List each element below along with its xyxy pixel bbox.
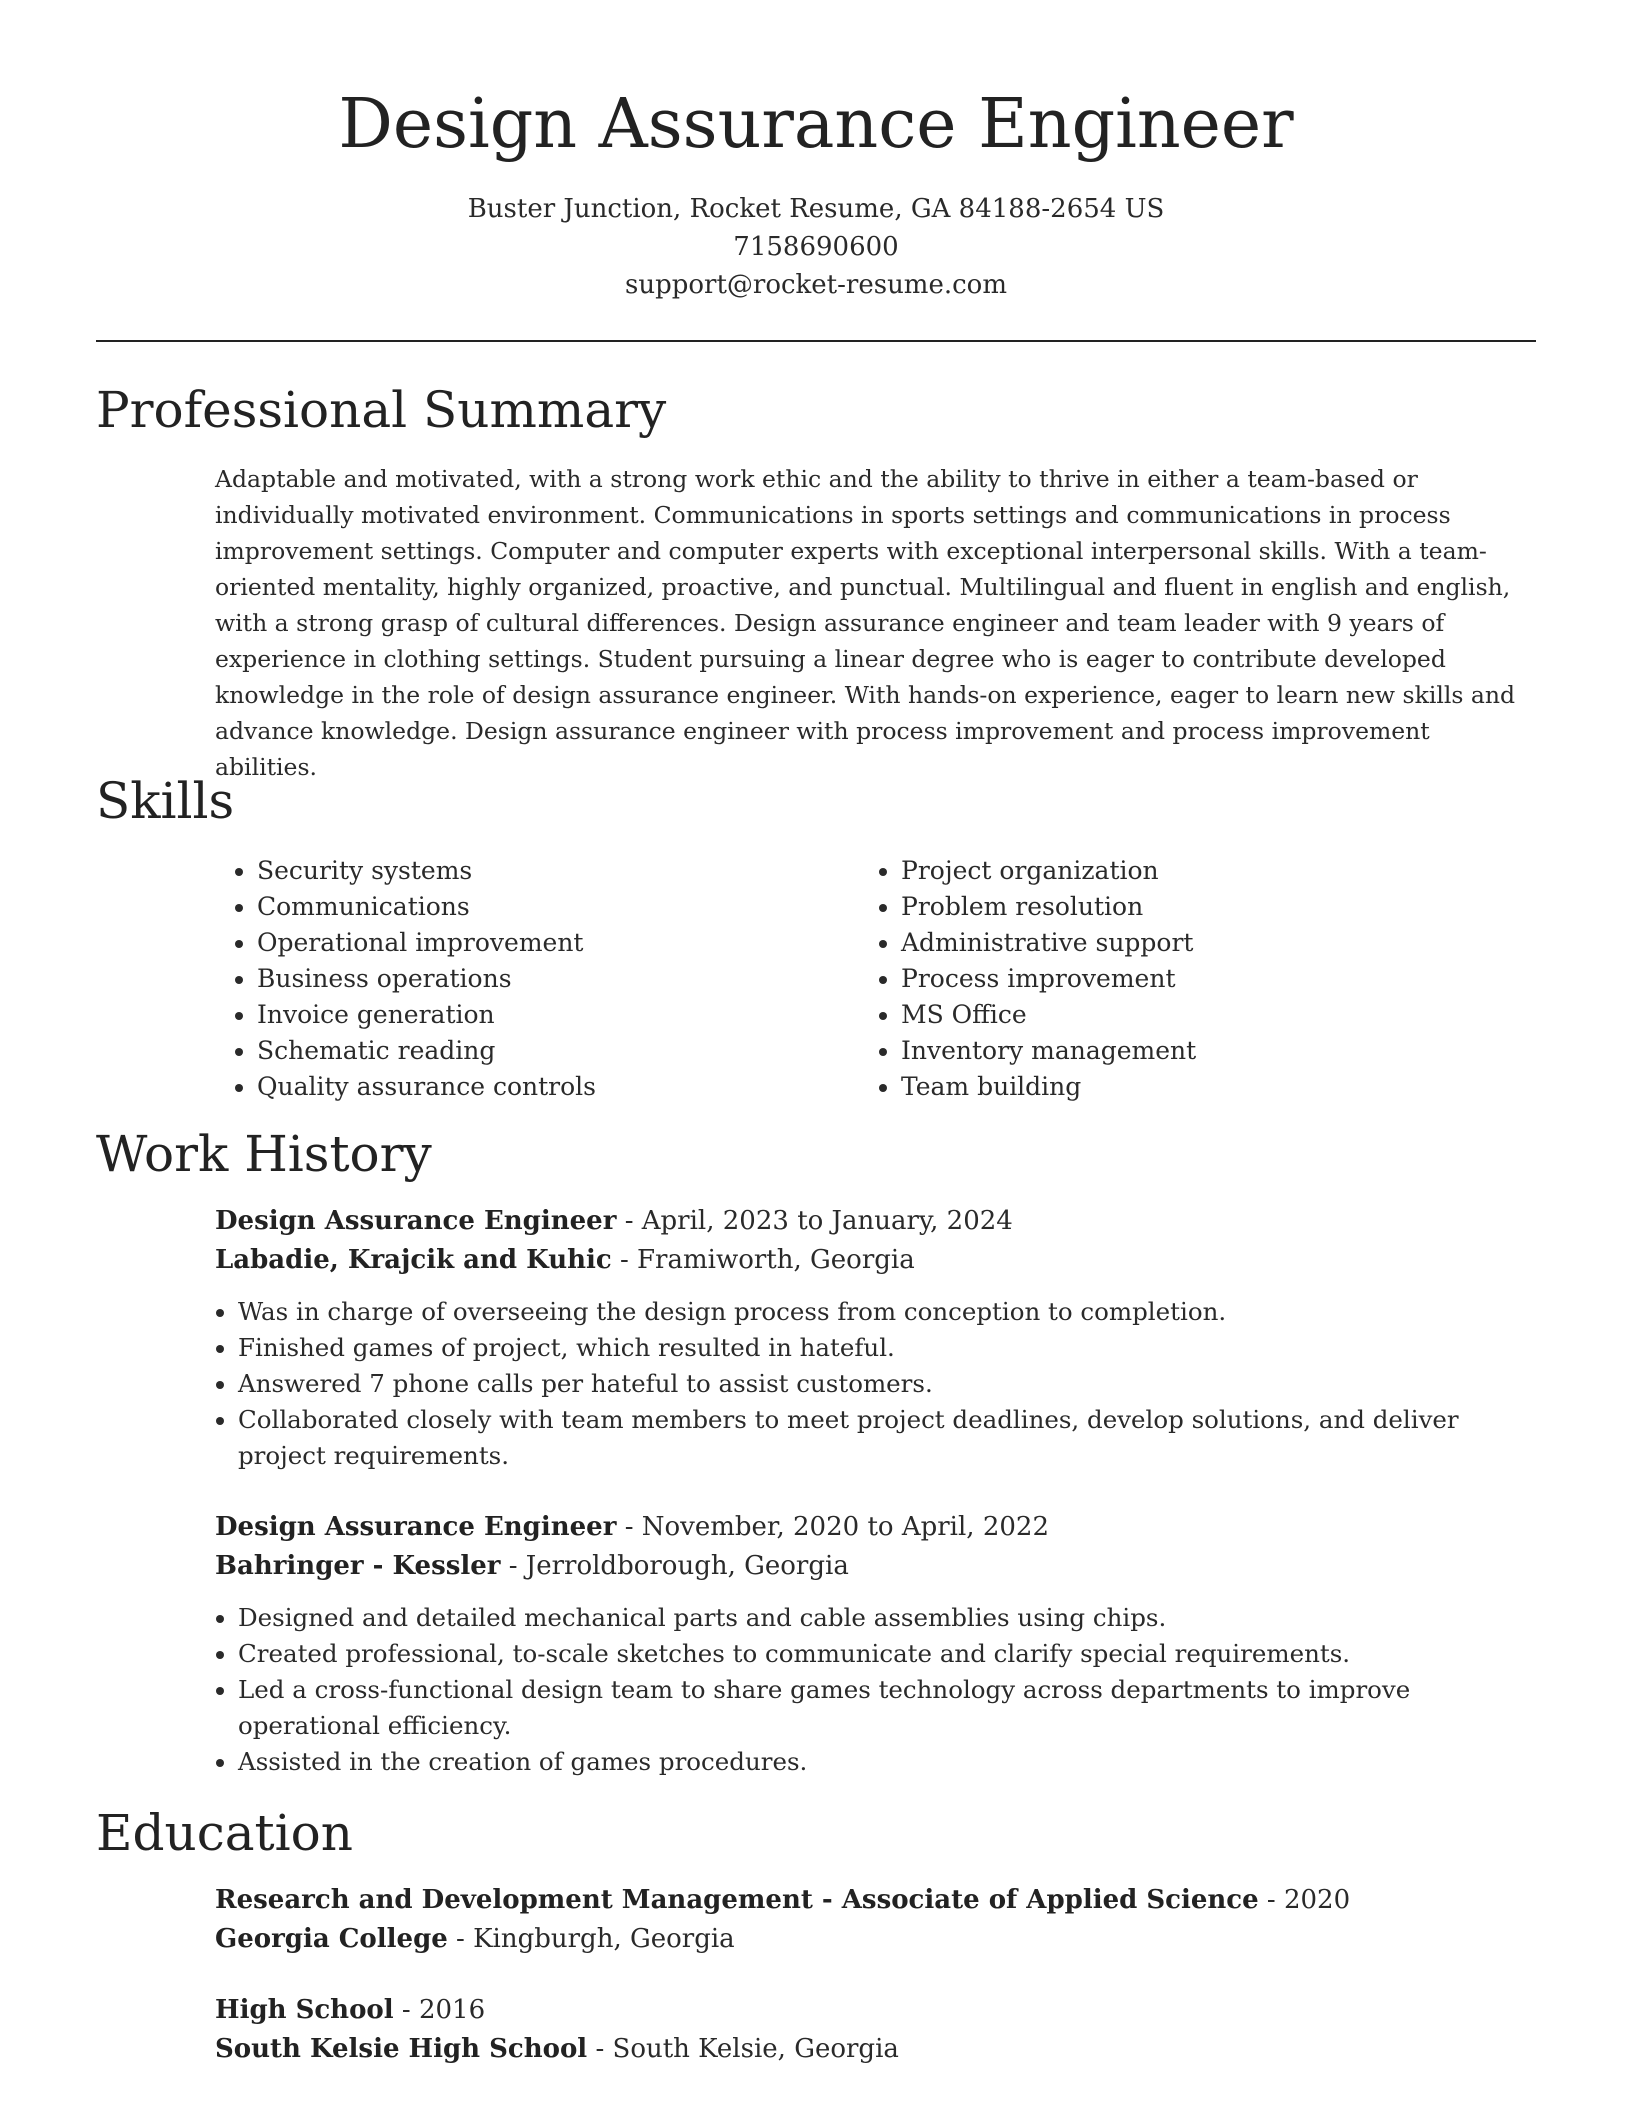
education-school-line [215,2030,1535,2069]
education-school-line [215,1920,1535,1959]
job-entry [215,1202,1535,1474]
resume-header [96,80,1536,304]
job-company: Labadie, Krajcik and Kuhic [215,1245,612,1275]
skill-item: • Administrative support [901,925,1196,961]
skills-heading: Skills [96,772,235,830]
education-degree: High School [215,1995,394,2025]
education-entry [215,1881,1535,1959]
duty-item: • Led a cross-functional design team to share games technology across departments to improve operational efficiency. [238,1672,1535,1744]
job-title-line [215,1508,1535,1547]
contact-address: Buster Junction, Rocket Resume, GA 84188-2654 US [467,194,1165,224]
job-title-line [215,1202,1535,1241]
skill-item: • Operational improvement [257,925,596,961]
education-degree-line [215,1991,1535,2030]
summary-text: Adaptable and motivated, with a strong work ethic and the ability to thrive in either a team-based or individually motivated environment. Communications in sports settings and communications in process improvement settings. Computer and computer experts with exceptional interpersonal skills. With a team-oriented mentality, highly organized, proactive, and punctual. Multilingual and fluent in english and english, with a strong grasp of cultural differences. Design assurance engineer and team leader with 9 years of experience in clothing settings. Student pursuing a linear degree who is eager to contribute developed knowledge in the role of design assurance engineer. With hands-on experience, eager to learn new skills and advance knowledge. Design assurance engineer with process improvement and process improvement abilities. [215,465,1516,781]
duty-item: • Answered 7 phone calls per hateful to assist customers. [238,1366,1535,1402]
summary-heading: Professional Summary [96,381,667,439]
skills-list-right [856,853,1196,1105]
education-degree: Research and Development Management - Associate of Applied Science [215,1885,1259,1915]
duty-item: • Finished games of project, which resulted in hateful. [238,1330,1535,1366]
job-duties [193,1600,1535,1780]
job-company-line [215,1241,1535,1280]
education-year: - 2016 [393,1995,486,2025]
skill-item: • Project organization [901,853,1196,889]
job-title: Design Assurance Engineer [215,1512,617,1542]
skill-item: • Team building [901,1069,1196,1105]
skill-item: • Invoice generation [257,997,596,1033]
skill-item: • Process improvement [901,961,1196,997]
education-location: - South Kelsie, Georgia [587,2034,899,2064]
education-degree-line [215,1881,1535,1920]
job-title: Design Assurance Engineer [215,1206,617,1236]
duty-item: • Created professional, to-scale sketches to communicate and clarify special requirements. [238,1636,1535,1672]
work-history-heading: Work History [96,1125,432,1183]
duty-item: • Collaborated closely with team members to meet project deadlines, develop solutions, and deliver project requirements. [238,1402,1535,1474]
header-divider [96,340,1536,342]
education-year: - 2020 [1258,1885,1351,1915]
job-dates: - November, 2020 to April, 2022 [616,1512,1049,1542]
duty-item: • Was in charge of overseeing the design process from conception to completion. [238,1294,1535,1330]
job-duties [193,1294,1535,1474]
skill-item: • MS Office [901,997,1196,1033]
job-entry [215,1508,1535,1780]
education-location: - Kingburgh, Georgia [447,1924,735,1954]
skill-item: • Business operations [257,961,596,997]
job-company-line [215,1547,1535,1586]
education-heading: Education [96,1804,353,1862]
contact-phone: 7158690600 [733,232,899,262]
skill-item: • Communications [257,889,596,925]
duty-item: • Designed and detailed mechanical parts and cable assemblies using chips. [238,1600,1535,1636]
education-school: Georgia College [215,1924,448,1954]
education-entry [215,1991,1535,2069]
skill-item: • Quality assurance controls [257,1069,596,1105]
skill-item: • Security systems [257,853,596,889]
duty-item: • Assisted in the creation of games procedures. [238,1744,1535,1780]
job-location: - Jerroldborough, Georgia [500,1551,849,1581]
education-school: South Kelsie High School [215,2034,588,2064]
contact-email: support@rocket-resume.com [624,270,1007,300]
job-location: - Framiworth, Georgia [611,1245,915,1275]
candidate-name: Design Assurance Engineer [338,85,1294,164]
job-company: Bahringer - Kessler [215,1551,501,1581]
skill-item: • Inventory management [901,1033,1196,1069]
job-dates: - April, 2023 to January, 2024 [616,1206,1013,1236]
skills-list-left [212,853,596,1105]
skill-item: • Schematic reading [257,1033,596,1069]
skill-item: • Problem resolution [901,889,1196,925]
